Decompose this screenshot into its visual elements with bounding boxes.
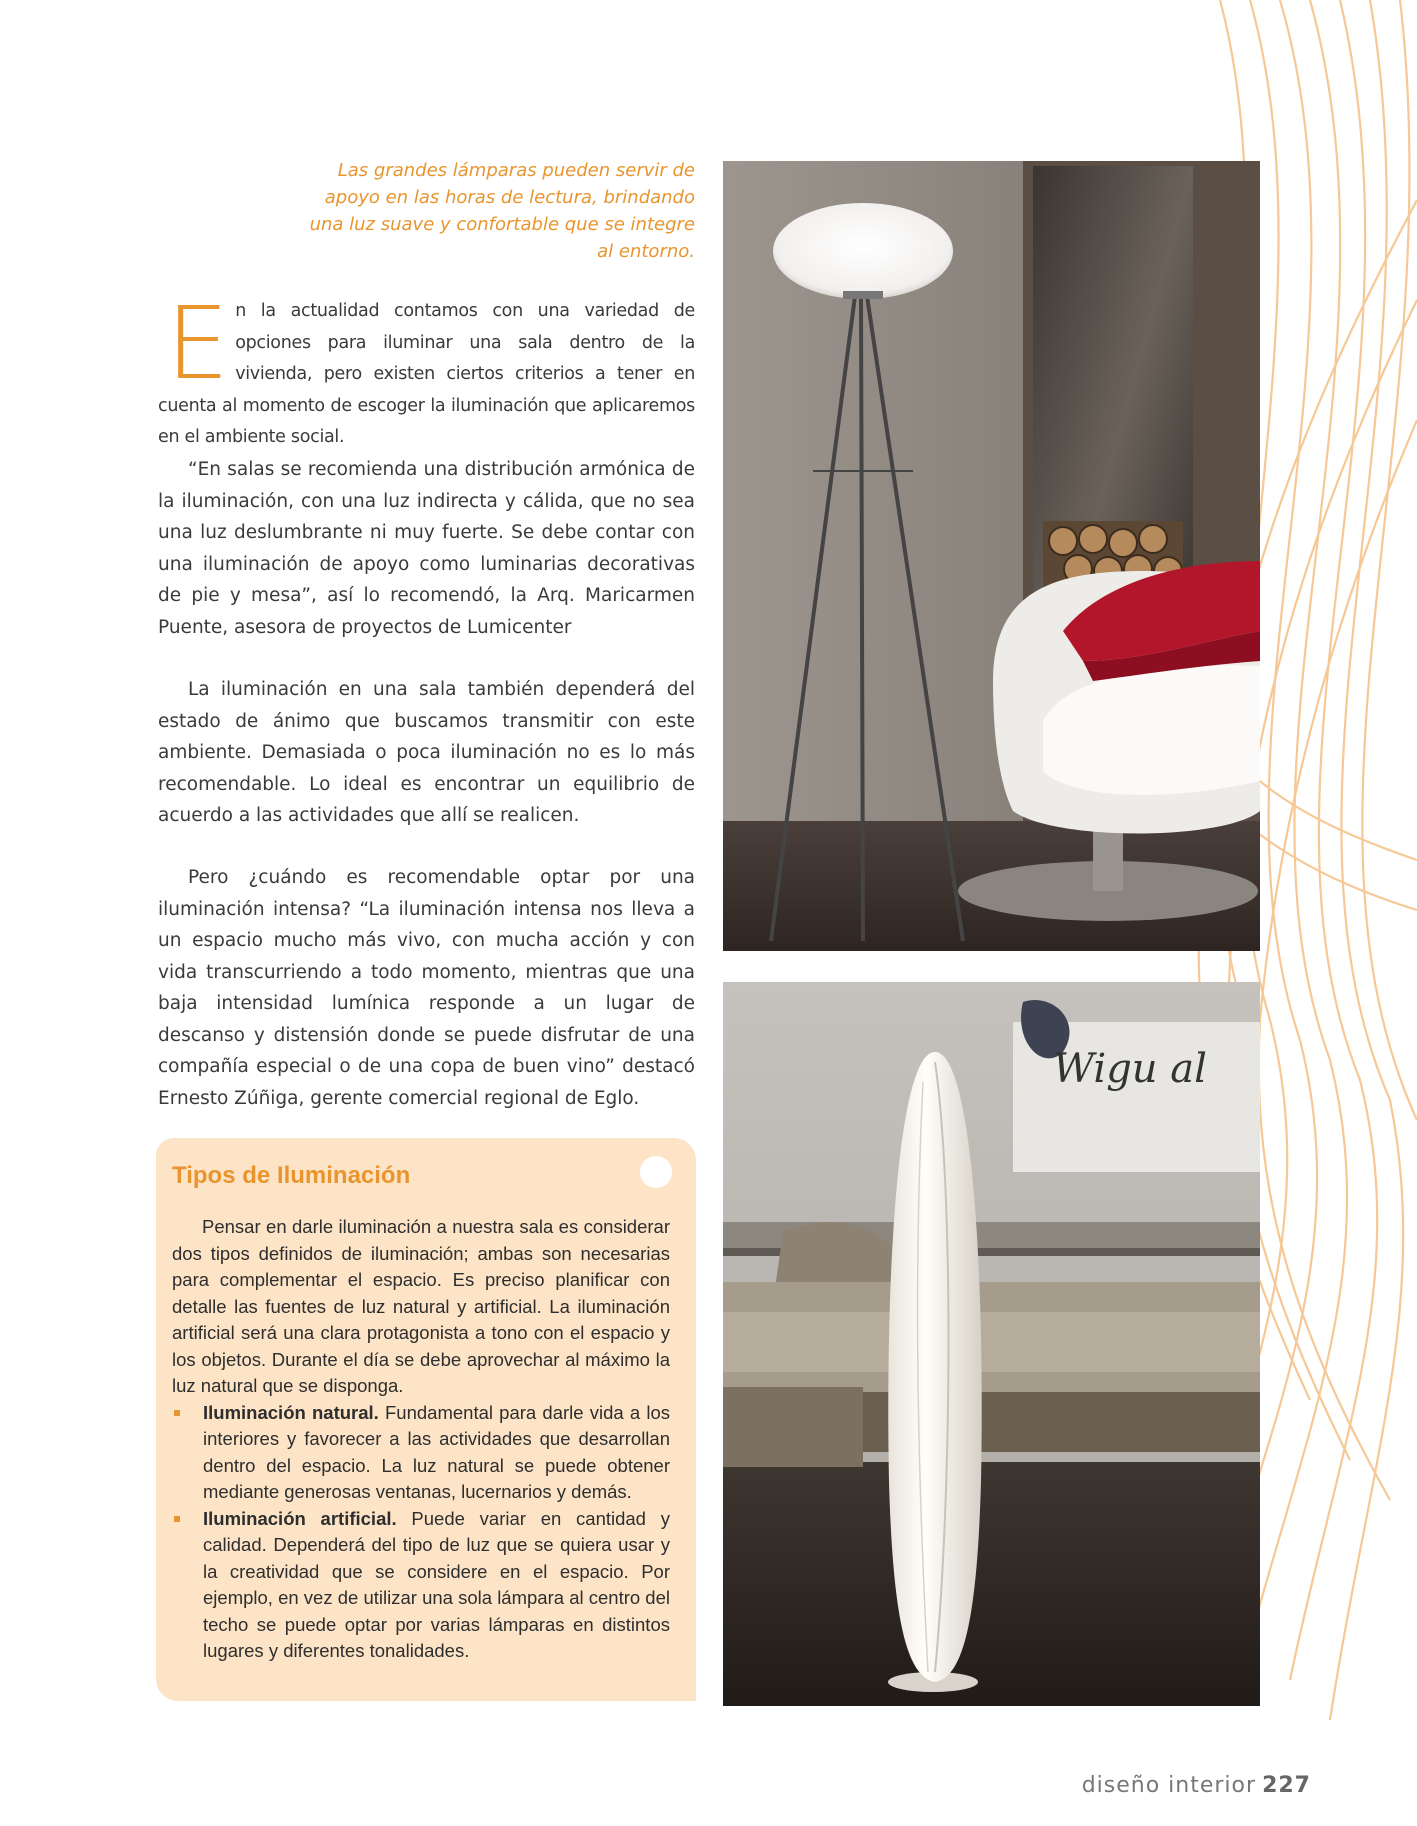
bullet-square-icon — [174, 1516, 180, 1522]
bullet-text: Fundamental para darle vida a los interiores y favorecer a las actividades que desarrollan dentro del espacio. La luz natural se puede obtener mediante generosas ventanas, lucernarios y demás. — [203, 1401, 670, 1502]
bullet-square-icon — [174, 1410, 180, 1416]
bullet-text: Puede variar en cantidad y calidad. Dependerá del tipo de luz que se quiera usar y la creatividad que se considere en el espacio. Por ejemplo, en vez de utilizar una sola lámpara al centro del techo se puede optar por varias lámparas en distintos lugares y diferentes tonalidades. — [203, 1507, 670, 1661]
photo-tripod-lamp — [723, 161, 1260, 951]
paragraph-mood: La iluminación en una sala también dependerá del estado de ánimo que buscamos transmitir con este ambiente. Demasiada o poca iluminación no es lo más recomendable. Lo ideal es encontrar un equilibrio de acuerdo a las actividades que allí se realicen. — [158, 679, 695, 826]
box-intro: Pensar en darle iluminación a nuestra sala es considerar dos tipos definidos de iluminación; ambas son necesarias para complementar el espacio. Es preciso planificar con detalle las fuentes de luz natural y artificial. La iluminación artificial será una clara protagonista a tono con el espacio y los objetos. Durante el día se debe aprovechar al máximo la luz natural que se disponga. — [172, 1216, 670, 1396]
bullet-term: Iluminación artificial. — [203, 1507, 397, 1529]
bullet-natural — [172, 1400, 670, 1506]
box-body — [172, 1214, 670, 1665]
page-number: 227 — [1262, 1773, 1311, 1798]
intro-text: n la actualidad contamos con una variedad de opciones para iluminar una sala dentro de la vivienda, pero existen ciertos criterios a tener en cuenta al momento de escoger la iluminación que aplicaremos en el ambiente social. — [158, 301, 695, 447]
bullet-artificial — [172, 1506, 670, 1665]
intro-paragraph — [158, 285, 695, 454]
box-dot-icon — [640, 1156, 672, 1188]
sidebar-box-tipos — [156, 1138, 696, 1701]
paragraph-quote-puente: “En salas se recomienda una distribución armónica de la iluminación, con una luz indirecta y cálida, que no sea una luz deslumbrante ni muy fuerte. Se debe contar con una iluminación de apoyo como luminarias decorativas de pie y mesa”, así lo recomendó, la Arq. Maricarmen Puente, asesora de proyectos de Lumicenter — [158, 459, 695, 638]
drop-cap: E — [166, 285, 230, 402]
box-title: Tipos de Iluminación — [172, 1162, 411, 1189]
wall-painting-text: Wigu al — [1053, 1046, 1207, 1092]
paragraph-intense-light: Pero ¿cuándo es recomendable optar por una iluminación intensa? “La iluminación intensa nos lleva a un espacio mucho más vivo, con mucha acción y con vida transcurriendo a todo momento, mientras que una baja intensidad lumínica responde a un lugar de descanso y distensión donde se puede disfrutar de una compañía especial o de una copa de buen vino” destacó Ernesto Zúñiga, gerente comercial regional de Eglo. — [158, 867, 695, 1109]
magazine-name: diseño interior — [1081, 1773, 1257, 1798]
page-footer — [1082, 1773, 1311, 1798]
bullet-term: Iluminación natural. — [203, 1401, 379, 1423]
photo-caption: Las grandes lámparas pueden servir de apoyo en las horas de lectura, brindando una luz suave y confortable que se integre al entorno. — [309, 160, 695, 262]
photo-oval-lamp — [723, 982, 1260, 1706]
